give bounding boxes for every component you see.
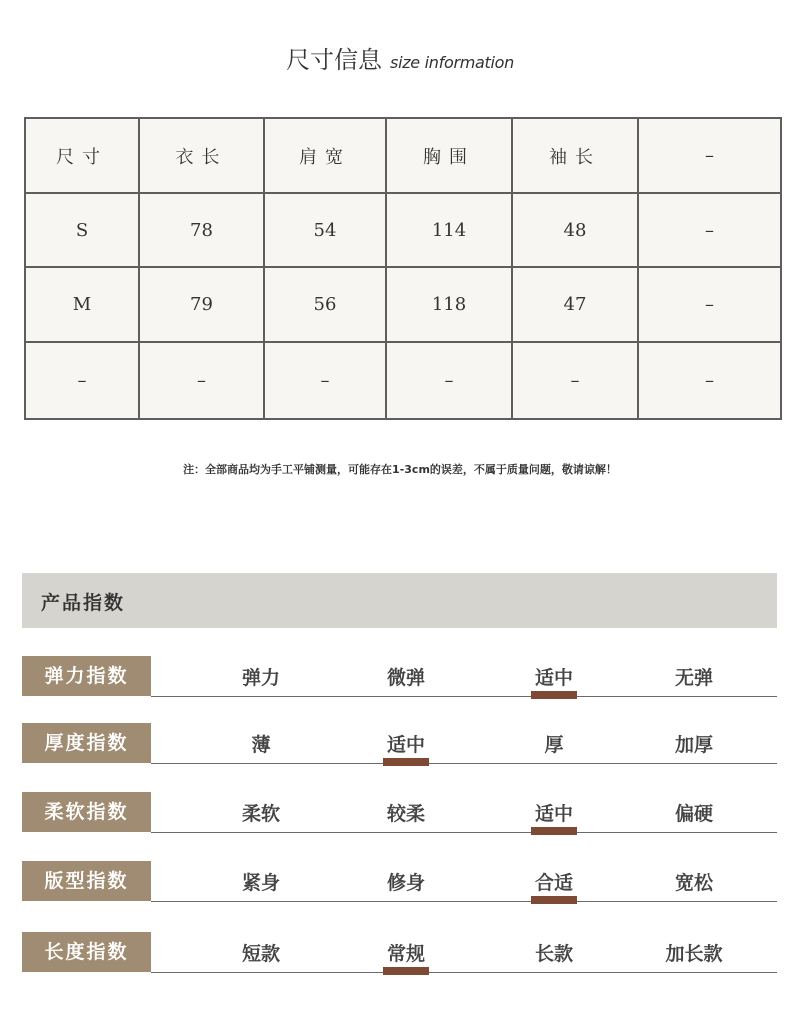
table-cell: – xyxy=(139,342,264,419)
index-option: 较柔 xyxy=(386,803,425,825)
product-index-title: 产品指数 xyxy=(41,592,126,614)
index-label: 长度指数 xyxy=(22,932,151,972)
index-row-fit xyxy=(22,861,777,903)
table-cell: 78 xyxy=(139,193,264,267)
index-option: 加长款 xyxy=(665,943,723,965)
table-cell: M xyxy=(25,267,139,342)
index-baseline xyxy=(151,901,777,902)
index-option-selected: 常规 xyxy=(346,939,466,966)
index-option: 无弹 xyxy=(674,667,713,689)
title-cn: 尺寸信息 xyxy=(286,46,383,74)
index-option-selected: 合适 xyxy=(494,868,614,895)
index-baseline xyxy=(151,696,777,697)
table-row xyxy=(25,342,781,419)
index-option-selected: 适中 xyxy=(494,663,614,690)
index-label: 厚度指数 xyxy=(22,723,151,763)
table-cell: – xyxy=(638,342,781,419)
size-table-header-row xyxy=(25,118,781,193)
index-option: 柔软 xyxy=(241,803,280,825)
index-row-elasticity xyxy=(22,656,777,698)
index-option: 宽松 xyxy=(674,872,713,894)
index-option: 长款 xyxy=(534,943,573,965)
page-title xyxy=(0,40,800,75)
index-option-selected: 适中 xyxy=(346,730,466,757)
index-label: 弹力指数 xyxy=(22,656,151,696)
table-cell: – xyxy=(386,342,512,419)
table-cell: – xyxy=(512,342,638,419)
index-option: 加厚 xyxy=(674,734,713,756)
table-cell: 79 xyxy=(139,267,264,342)
index-label: 版型指数 xyxy=(22,861,151,901)
size-table xyxy=(24,117,782,420)
title-en: size information xyxy=(390,53,514,72)
header-cell: 胸围 xyxy=(386,118,512,193)
index-baseline xyxy=(151,832,777,833)
table-row xyxy=(25,267,781,342)
header-cell: 尺寸 xyxy=(25,118,139,193)
index-option: 微弹 xyxy=(386,667,425,689)
table-cell: 56 xyxy=(264,267,386,342)
table-cell: 118 xyxy=(386,267,512,342)
measurement-note: 注：全部商品均为手工平铺测量，可能存在1-3cm的误差，不属于质量问题，敬请谅解！ xyxy=(183,463,617,476)
table-cell: 47 xyxy=(512,267,638,342)
table-cell: 48 xyxy=(512,193,638,267)
index-option-selected: 适中 xyxy=(494,799,614,826)
header-cell: – xyxy=(638,118,781,193)
index-option: 紧身 xyxy=(241,872,280,894)
table-cell: – xyxy=(638,193,781,267)
index-row-thickness xyxy=(22,723,777,765)
header-cell: 衣长 xyxy=(139,118,264,193)
index-label: 柔软指数 xyxy=(22,792,151,832)
index-option: 薄 xyxy=(251,734,271,756)
index-option: 短款 xyxy=(241,943,280,965)
table-cell: S xyxy=(25,193,139,267)
table-cell: – xyxy=(638,267,781,342)
index-option: 偏硬 xyxy=(674,803,713,825)
index-option: 修身 xyxy=(386,872,425,894)
index-row-length xyxy=(22,932,777,974)
table-cell: 54 xyxy=(264,193,386,267)
index-baseline xyxy=(151,972,777,973)
table-cell: 114 xyxy=(386,193,512,267)
product-index-header xyxy=(22,573,777,628)
table-row xyxy=(25,193,781,267)
table-cell: – xyxy=(264,342,386,419)
index-row-softness xyxy=(22,792,777,834)
header-cell: 袖长 xyxy=(512,118,638,193)
header-cell: 肩宽 xyxy=(264,118,386,193)
table-cell: – xyxy=(25,342,139,419)
index-baseline xyxy=(151,763,777,764)
index-option: 弹力 xyxy=(241,667,280,689)
index-option: 厚 xyxy=(544,734,564,756)
